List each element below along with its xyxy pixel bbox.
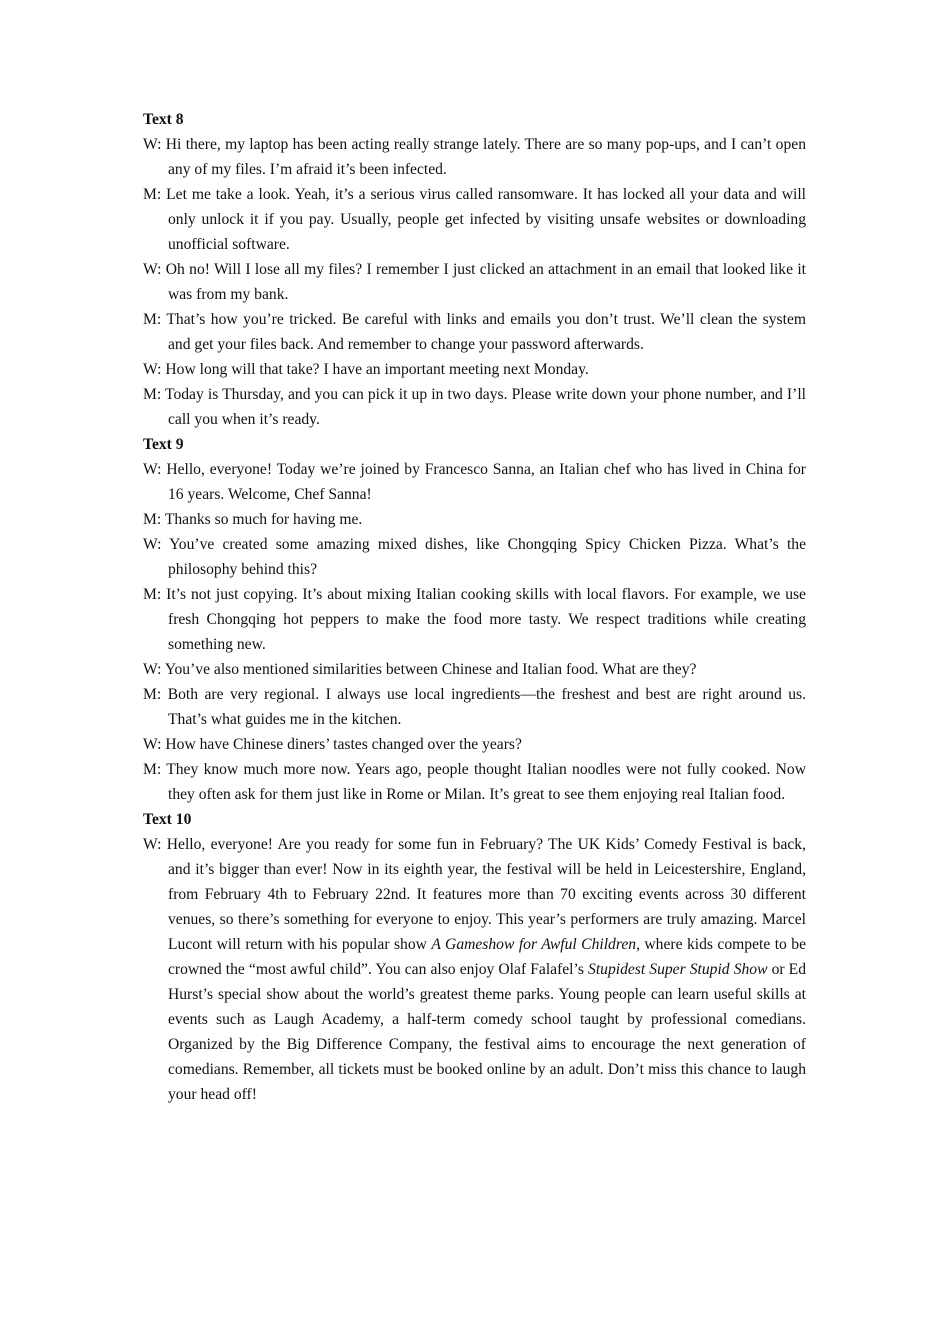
turn-text: Today is Thursday, and you can pick it up in two days. Please write down your phone number, and I’ll call you when it’s ready. xyxy=(165,386,806,428)
dialogue-turn xyxy=(143,507,806,532)
turn-text: Oh no! Will I lose all my files? I remember I just clicked an attachment in an email that looked like it was from my bank. xyxy=(165,261,806,303)
turn-text: That’s how you’re tricked. Be careful with links and emails you don’t trust. We’ll clean the system and get your files back. And remember to change your password afterwards. xyxy=(166,311,806,353)
speaker-label: M: xyxy=(143,186,162,203)
turn-text: It’s not just copying. It’s about mixing Italian cooking skills with local flavors. For example, we use fresh Chongqing hot peppers to make the food more tasty. We respect traditions while creating something new. xyxy=(166,586,806,653)
show-title-gameshow: A Gameshow for Awful Children xyxy=(431,936,637,953)
turn-text: How long will that take? I have an important meeting next Monday. xyxy=(165,361,589,378)
speaker-label: W: xyxy=(143,661,162,678)
speaker-label: W: xyxy=(143,361,162,378)
section-title-text-10: Text 10 xyxy=(143,811,192,828)
speaker-label: W: xyxy=(143,136,162,153)
monologue-paragraph xyxy=(143,832,806,1107)
turn-text: Let me take a look. Yeah, it’s a serious virus called ransomware. It has locked all your data and will only unlock it if you pay. Usually, people get infected by visiting unsafe websites or downloading unofficial software. xyxy=(166,186,806,253)
dialogue-turn xyxy=(143,457,806,507)
document-body xyxy=(143,107,806,1107)
speaker-label: M: xyxy=(143,586,162,603)
dialogue-turn xyxy=(143,307,806,357)
speaker-label: W: xyxy=(143,736,162,753)
speaker-label: W: xyxy=(143,461,162,478)
speaker-label: M: xyxy=(143,511,162,528)
section-title-text-9: Text 9 xyxy=(143,436,184,453)
paragraph-text-part-2: , where kids compete to be crowned the “most awful child”. You can also enjoy Olaf Falafel’s xyxy=(168,936,807,978)
dialogue-turn xyxy=(143,257,806,307)
dialogue-turn xyxy=(143,582,806,657)
dialogue-turn xyxy=(143,357,806,382)
speaker-label: W: xyxy=(143,536,162,553)
speaker-label: M: xyxy=(143,761,162,778)
speaker-label: M: xyxy=(143,311,162,328)
turn-text: You’ve also mentioned similarities between Chinese and Italian food. What are they? xyxy=(164,661,697,678)
speaker-label: W: xyxy=(143,261,162,278)
dialogue-turn xyxy=(143,682,806,732)
turn-text: Hello, everyone! Today we’re joined by Francesco Sanna, an Italian chef who has lived in China for 16 years. Welcome, Chef Sanna! xyxy=(166,461,807,503)
dialogue-turn xyxy=(143,732,806,757)
turn-text: Both are very regional. I always use local ingredients—the freshest and best are right around us. That’s what guides me in the kitchen. xyxy=(167,686,806,728)
show-title-stupidest: Stupidest Super Stupid Show xyxy=(588,961,768,978)
speaker-label: M: xyxy=(143,386,162,403)
paragraph-text-part-3: or Ed Hurst’s special show about the world’s greatest theme parks. Young people can learn useful skills at events such as Laugh Academy, a half-term comedy school taught by professional comedians. Organized by the Big Difference Company, the festival aims to encourage the next generation of comedians. Remember, all tickets must be booked online by an adult. Don’t miss this chance to laugh your head off! xyxy=(168,961,806,1103)
dialogue-turn xyxy=(143,532,806,582)
section-title-text-8: Text 8 xyxy=(143,111,184,128)
speaker-label: M: xyxy=(143,686,162,703)
dialogue-turn xyxy=(143,382,806,432)
turn-text: How have Chinese diners’ tastes changed over the years? xyxy=(165,736,522,753)
dialogue-turn xyxy=(143,657,806,682)
dialogue-turn xyxy=(143,132,806,182)
turn-text: They know much more now. Years ago, people thought Italian noodles were not fully cooked. Now they often ask for them just like in Rome or Milan. It’s great to see them enjoying real Italian food. xyxy=(166,761,806,803)
speaker-label: W: xyxy=(143,836,162,853)
turn-text: Hi there, my laptop has been acting really strange lately. There are so many pop-ups, and I can’t open any of my files. I’m afraid it’s been infected. xyxy=(165,136,806,178)
dialogue-turn xyxy=(143,757,806,807)
turn-text: Thanks so much for having me. xyxy=(164,511,363,528)
paragraph-text-part-1: Hello, everyone! Are you ready for some fun in February? The UK Kids’ Comedy Festival is back, and it’s bigger than ever! Now in its eighth year, the festival will be held in Leicestershire, England, from February 4th to February 22nd. It features more than 70 exciting events across 30 different venues, so there’s something for everyone to enjoy. This year’s performers are truly amazing. Marcel Lucont will return with his popular show xyxy=(166,836,806,953)
turn-text: You’ve created some amazing mixed dishes, like Chongqing Spicy Chicken Pizza. What’s the philosophy behind this? xyxy=(168,536,807,578)
dialogue-turn xyxy=(143,182,806,257)
